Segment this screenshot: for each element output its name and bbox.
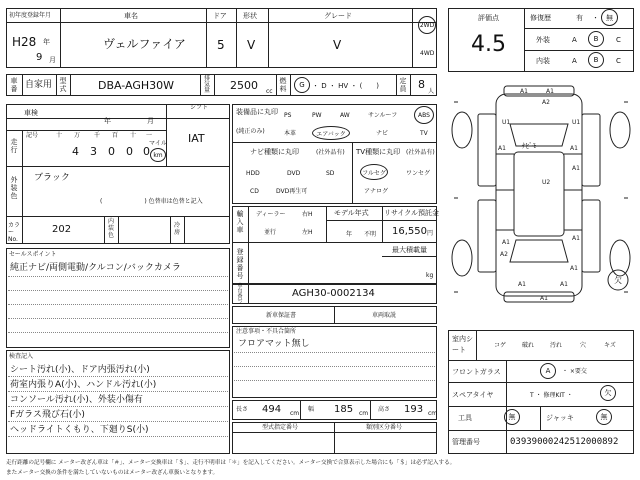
odometer-digit-2: 3 (90, 145, 97, 158)
navi-dvd: DVD (287, 170, 301, 177)
grade-score: 4.5 (471, 32, 506, 57)
doors-value: 5 (217, 38, 225, 52)
cc-unit: cc (266, 88, 273, 95)
import-right: 右H (302, 211, 313, 218)
import-parallel: 並行 (264, 229, 277, 236)
inspector-line-5: ヘッドライトくもり、下廻りS(小) (10, 425, 149, 435)
repair-no-circled: 無 (601, 9, 618, 26)
car-name-value: ヴェルファイア (103, 37, 186, 51)
mile-unit: マイル (149, 140, 167, 147)
mgmt-value: 03939000242512000892 (510, 437, 619, 447)
inspector-line-4: Fガラス飛び石(小) (10, 410, 85, 420)
diagram-label-right-door: A1 (570, 145, 578, 152)
length-label: 長さ (236, 406, 249, 413)
car-name-label: 車名 (124, 12, 138, 20)
travel-label: 走行 (10, 138, 18, 154)
height-label: 高さ (378, 406, 391, 413)
navi-sd: SD (326, 170, 335, 177)
use-value: 自家用 (25, 80, 53, 90)
diagram-label-rear-left: A1 (518, 281, 526, 288)
displacement-value: 2500 (230, 79, 258, 92)
diagram-label-right-mid: A1 (572, 165, 580, 172)
exterior-grade-c: C (616, 36, 621, 44)
diagram-label-hood: A2 (542, 99, 550, 106)
exterior-color-value: ブラック (34, 173, 70, 183)
reg-no-label: 登録番号 (236, 248, 244, 280)
chassis-value: AGH30-0002134 (292, 288, 375, 299)
diagram-spare-mark: 欠 (614, 276, 622, 285)
equip-ps: PS (284, 112, 292, 119)
place-mark: 記号 (26, 132, 39, 139)
navi-hdd: HDD (246, 170, 260, 177)
fuel-gas-circled: G (294, 77, 310, 93)
inspector-label: 検査記入 (9, 353, 34, 360)
jack-none-circled: 無 (596, 409, 612, 425)
notes-box (232, 326, 437, 398)
fuel-rest: ・ D ・ HV ・ ( ) (312, 82, 380, 90)
place-1k: 千 (94, 132, 101, 139)
tv-oneseg: ワンセグ (406, 170, 431, 177)
class-no-label: 類別区分番号 (366, 424, 403, 431)
place-10k: 万 (74, 132, 81, 139)
odometer-digit-5: 0 (143, 145, 150, 158)
interior-color-label: 内装色 (107, 218, 114, 239)
sales-point-text: 純正ナビ/両側電動/クルコン/バックカメラ (10, 263, 181, 273)
color-no-label: カラーNo. (8, 222, 21, 243)
diagram-label-rear-bumper: A1 (540, 295, 548, 302)
equip-pw: PW (312, 112, 322, 119)
exterior-color-label: 外装色 (10, 176, 18, 200)
repair-yes: 有 (576, 14, 583, 22)
mgmt-label: 管理番号 (452, 438, 480, 446)
tv-sub: (社外品有) (406, 149, 435, 156)
spare-tire-missing-circled: 欠 (600, 385, 616, 401)
equipment-title: 装備品に丸印 (236, 108, 278, 116)
max-load-label: 最大積載量 (392, 246, 427, 254)
inspection-label: 車検 (24, 109, 38, 117)
navi-sub: (社外品有) (316, 149, 345, 156)
inspection-month: 月 (147, 117, 154, 125)
seat-scratch: キズ (604, 342, 616, 349)
reg-year-suffix: 年 (43, 38, 50, 46)
shape-label: 形状 (243, 12, 257, 20)
shift-label: シフト (190, 104, 209, 111)
tv-analog: アナログ (364, 188, 389, 195)
seat-hole: 穴 (580, 342, 587, 349)
front-glass-a-circled: A (540, 363, 556, 379)
max-load-kg: kg (426, 272, 434, 279)
reg-month-suffix: 月 (49, 56, 56, 64)
repair-dot: ・ (592, 14, 599, 22)
capacity-unit: 人 (428, 88, 435, 95)
diagram-label-under: A1 (572, 235, 580, 242)
inspection-year: 年 (104, 117, 111, 125)
color-no-value: 202 (52, 224, 72, 235)
equip-tv: TV (420, 130, 428, 137)
height-value: 193 (404, 404, 424, 415)
type-label: 型式 (59, 77, 67, 93)
navi-dvd-play: DVD再生可 (276, 188, 308, 195)
grade-value: V (333, 38, 342, 52)
equip-airbag-circled: エアバック (312, 126, 350, 140)
type-value: DBA-AGH30W (98, 79, 175, 92)
diagram-label-front-bumper-left: A1 (520, 88, 528, 95)
footer-line-2: またメーター交換の条件を満たしていないものはメーター改ざん車扱いとなります。 (6, 470, 219, 476)
doors-label: ドア (213, 12, 227, 20)
equip-abs-circled: ABS (414, 106, 434, 124)
damage-diagram (448, 80, 634, 324)
model-year-unit: 年 (346, 231, 353, 238)
repair-label: 修復歴 (530, 14, 551, 22)
exterior-grade-label: 外装 (536, 36, 550, 44)
diagram-label-rear-right: A1 (560, 281, 568, 288)
width-label: 幅 (308, 406, 315, 413)
recycle-yen: 円 (427, 230, 434, 237)
recycle-amount: 16,550 (392, 226, 427, 237)
diagram-label-roof: U2 (542, 179, 551, 186)
width-value: 185 (334, 404, 354, 415)
diagram-label-rear-bumper-right: A1 (570, 265, 578, 272)
spare-tire-label: スペアタイヤ (452, 391, 494, 399)
diagram-label-left-quarter: A2 (500, 251, 508, 258)
import-label: 輸入車 (236, 210, 244, 234)
sales-point-label: セールスポイント (9, 251, 57, 258)
diagram-label-right-fender: U1 (572, 119, 581, 126)
inspector-line-2: 荷室内張りA(小)、ハンドル汚れ(小) (10, 380, 157, 390)
notes-label: 注意事項・不具合箇所 (236, 328, 297, 335)
exterior-color-note: ( ) 色替車は色替と記入 (100, 198, 203, 205)
chassis-label: 車台番号 (237, 283, 243, 304)
plate-label: 車番 (10, 77, 18, 93)
jack-label: ジャッキ (546, 414, 574, 422)
navi-cd: CD (250, 188, 259, 195)
reg-label: 初年度登録年月 (9, 12, 52, 19)
front-glass-replace: ・ ×要交 (562, 368, 587, 375)
new-car-warranty: 新車保証書 (266, 312, 297, 319)
footer-line-1: 走行距離の記号欄に メーター改ざん車は「＃」、メーター交換車は「＄」、走行不明車は「＊」を記入してください。メーター交換で合算表示した場合にも「＄」は必ず記入する。 (6, 460, 456, 466)
shift-value: IAT (188, 132, 205, 145)
capacity-label: 定員 (399, 77, 407, 93)
fuel-label: 燃料 (279, 77, 287, 93)
drive-2wd-circled: 2WD (418, 16, 436, 34)
place-10: 十 (130, 132, 137, 139)
displacement-label: 排気量 (203, 75, 210, 94)
drive-4wd: 4WD (420, 50, 435, 57)
import-dealer: ディーラー (256, 211, 286, 218)
diagram-label-left-rear: A1 (502, 239, 510, 246)
tv-fullseg-circled: フルセグ (360, 164, 388, 180)
equip-aw: AW (340, 112, 350, 119)
place-1: 一 (146, 132, 153, 139)
interior-grade-a: A (572, 57, 577, 65)
interior-grade-label: 内装 (536, 57, 550, 65)
import-left: 左H (302, 229, 313, 236)
height-unit: cm (428, 410, 438, 417)
seat-stain: 汚れ (550, 342, 563, 349)
place-100k: 十 (56, 132, 63, 139)
odometer-digit-4: 0 (126, 145, 133, 158)
exterior-grade-a: A (572, 36, 577, 44)
diagram-label-left-fender: U1 (502, 119, 511, 126)
shape-value: V (247, 38, 256, 52)
diagram-label-left-door: A1 (498, 145, 506, 152)
equipment-subtitle: (純正のみ) (236, 128, 265, 135)
model-year-label: モデル年式 (334, 209, 369, 217)
vehicle-manual: 車両取説 (372, 312, 397, 319)
tools-none-circled: 無 (504, 409, 520, 425)
km-unit-circled: km (150, 148, 166, 162)
grade-title: 評価点 (478, 14, 499, 22)
recycle-label: リサイクル預託金 (384, 209, 440, 217)
diagram-handwritten-note: ﾅﾋﾞﾓ (522, 142, 536, 150)
exterior-grade-b-circled: B (588, 31, 604, 47)
equip-sunroof: サンルーフ (368, 112, 398, 119)
inspector-line-1: シート汚れ(小)、ドア内張汚れ(小) (10, 365, 150, 375)
odometer-digit-1: 4 (72, 145, 79, 158)
tools-label: 工具 (458, 414, 472, 422)
odometer-digit-3: 0 (108, 145, 115, 158)
navi-title: ナビ種類に丸印 (250, 148, 299, 156)
diagram-label-front-bumper-right: A1 (546, 88, 554, 95)
width-unit: cm (359, 410, 369, 417)
length-value: 494 (262, 404, 282, 415)
spare-tire-items: T ・ 修理KIT ・ (530, 392, 573, 399)
front-glass-label: フロントガラス (452, 368, 501, 376)
type-no-label: 型式指定番号 (262, 424, 299, 431)
grade-label: グレード (324, 12, 352, 20)
reg-month: 9 (36, 52, 43, 63)
cooling-label: 冷房 (173, 222, 180, 236)
tv-title: TV種類に丸印 (356, 148, 401, 156)
seat-tear: 破れ (522, 342, 535, 349)
reg-era: H28 (12, 35, 37, 49)
place-100: 百 (112, 132, 119, 139)
seat-label: 室内シート (452, 335, 473, 354)
inspector-line-3: コンソール汚れ(小)、外装小傷有 (10, 395, 143, 405)
length-unit: cm (290, 410, 300, 417)
equip-leather: 本革 (284, 130, 297, 137)
interior-grade-b-circled: B (588, 52, 604, 68)
seat-burn: コゲ (494, 342, 507, 349)
interior-grade-c: C (616, 57, 621, 65)
equip-navi: ナビ (376, 130, 389, 137)
notes-text: フロアマット無し (238, 339, 310, 349)
model-year-unknown: 不明 (364, 231, 377, 238)
capacity-value: 8 (418, 78, 425, 91)
